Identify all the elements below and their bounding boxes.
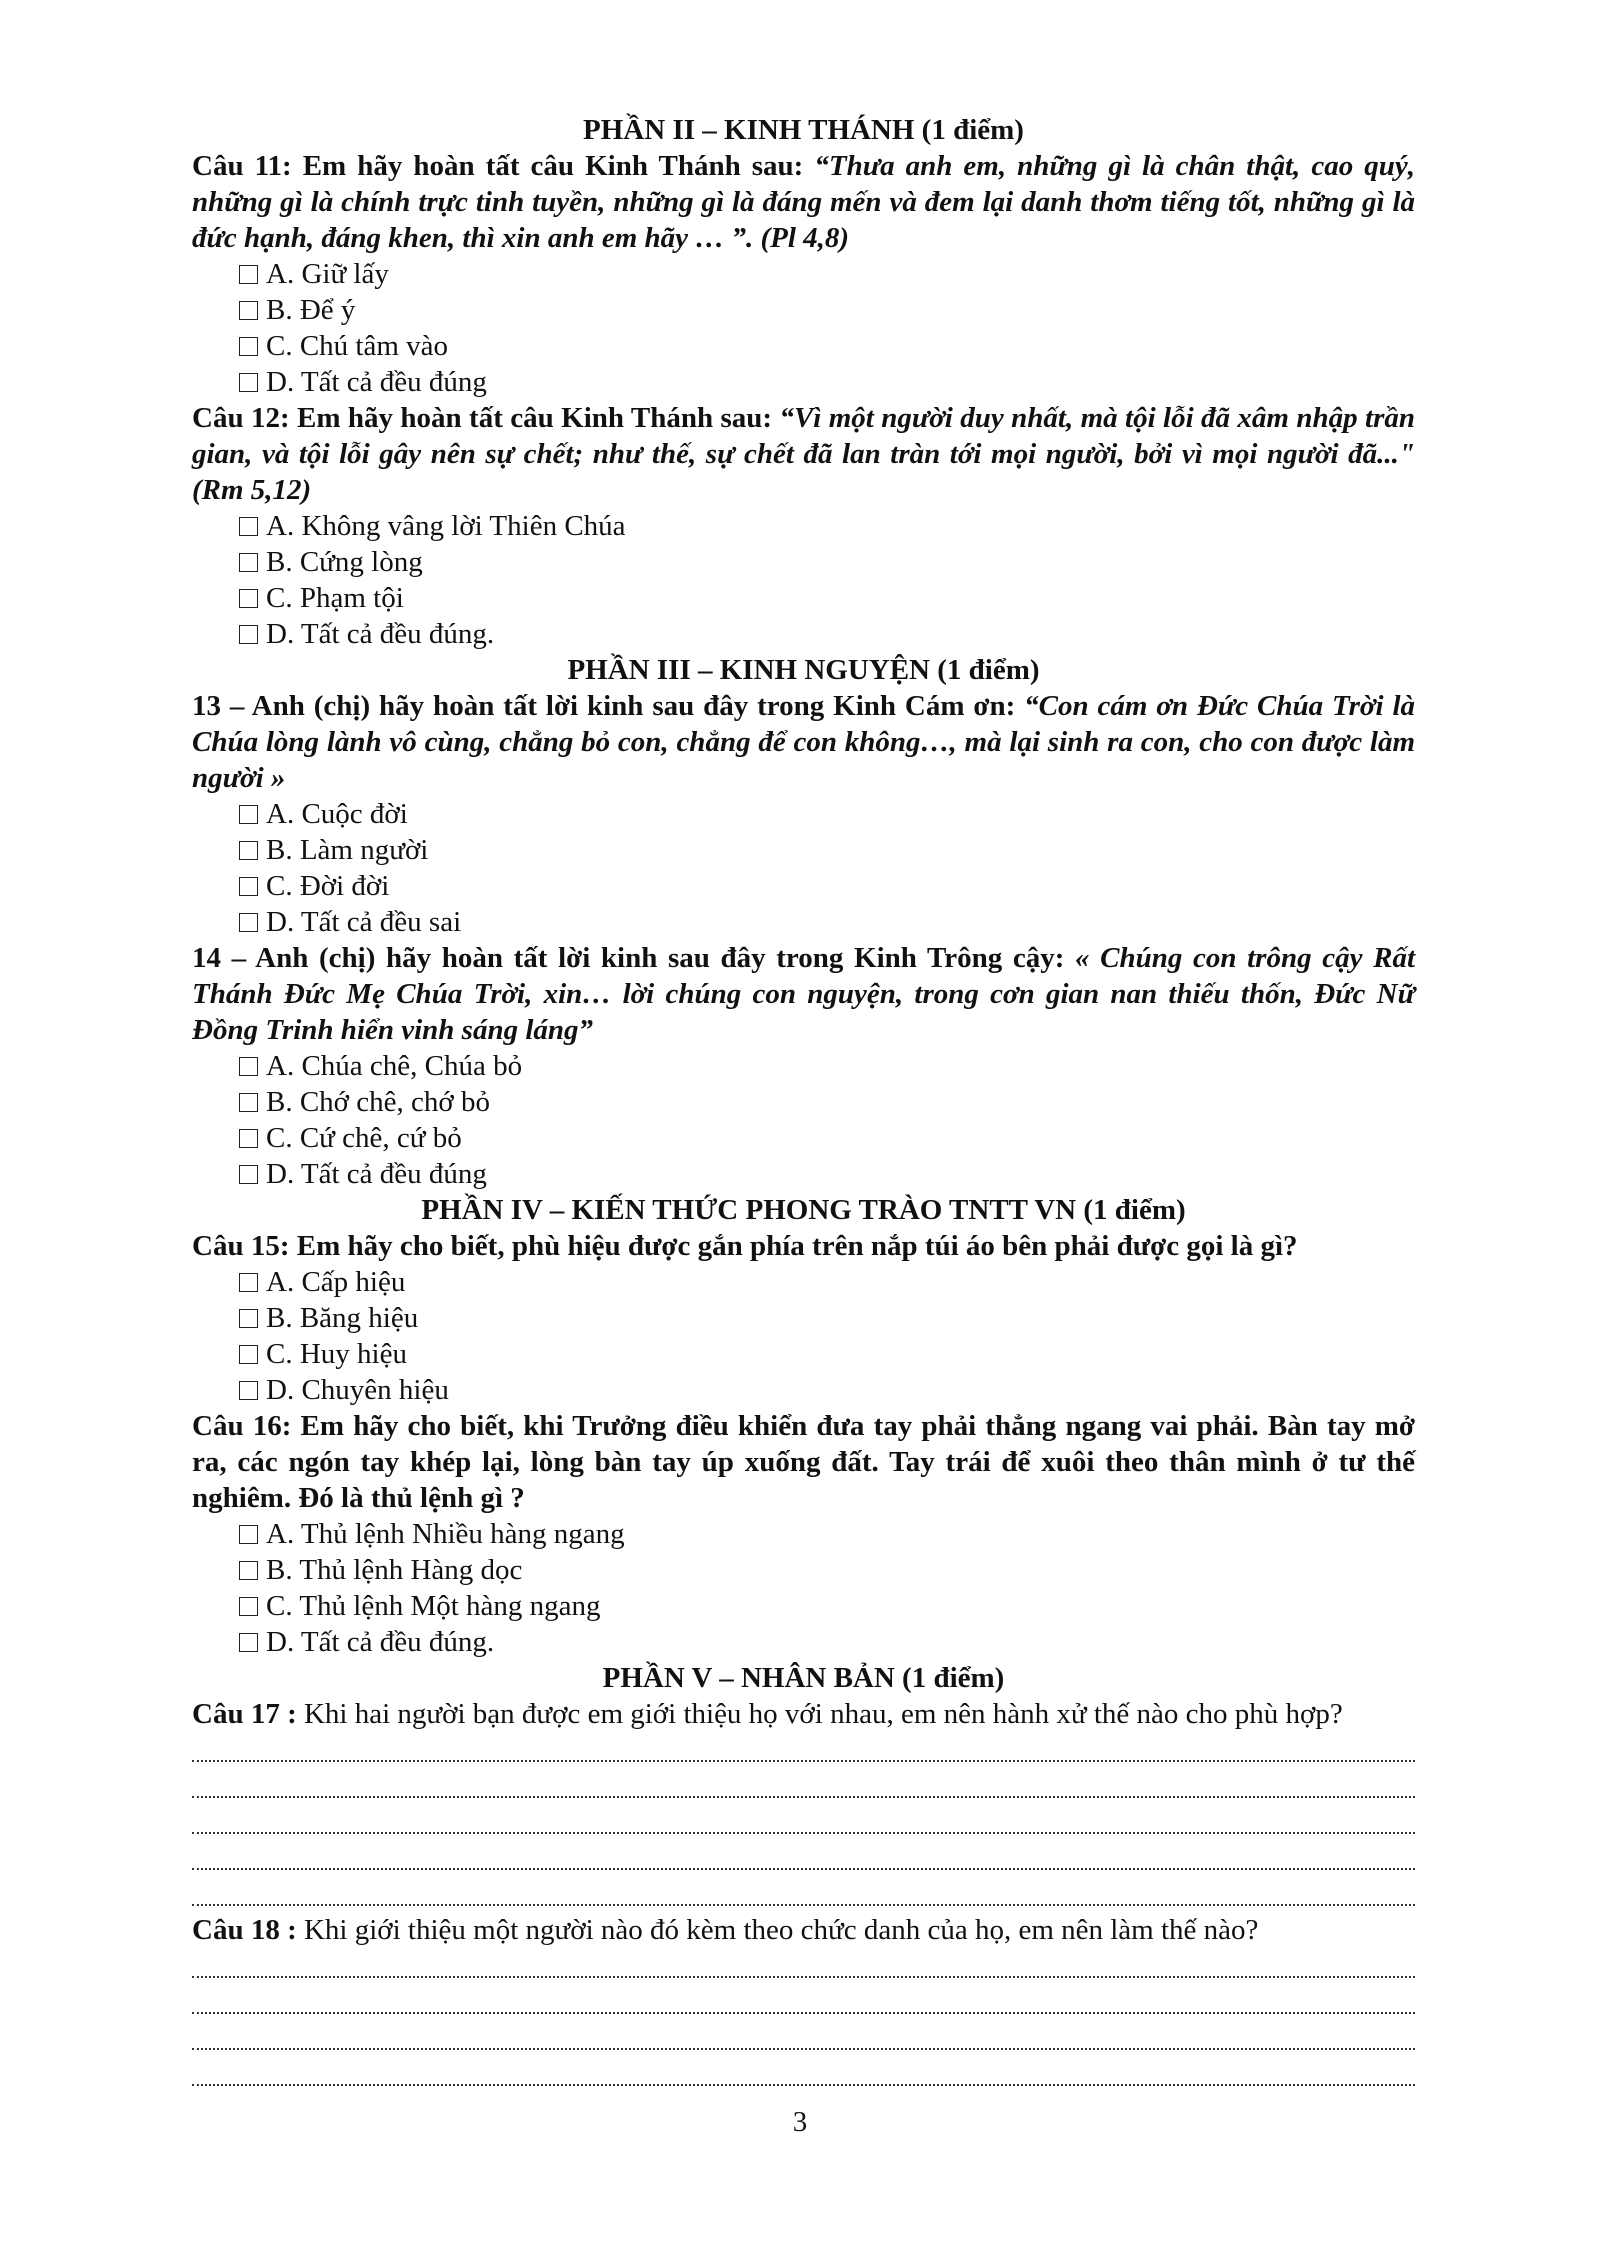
answer-line[interactable] [192, 1840, 1415, 1876]
question-17 [192, 1696, 1415, 1732]
section-title-kinh-thanh: PHẦN II – KINH THÁNH (1 điểm) [583, 114, 1024, 146]
option-14-d[interactable] [239, 1156, 1415, 1192]
option-label: D. Chuyên hiệu [266, 1374, 449, 1406]
checkbox-icon[interactable] [239, 1093, 258, 1112]
option-15-d[interactable] [239, 1372, 1415, 1408]
question-11 [192, 148, 1415, 256]
option-label: B. Băng hiệu [266, 1302, 419, 1334]
checkbox-icon[interactable] [239, 301, 258, 320]
checkbox-icon[interactable] [239, 877, 258, 896]
checkbox-icon[interactable] [239, 1345, 258, 1364]
question-13-lead: 13 – Anh (chị) hãy hoàn tất lời kinh sau đây trong Kinh Cám ơn: [192, 690, 1025, 722]
checkbox-icon[interactable] [239, 1561, 258, 1580]
option-13-b[interactable] [239, 832, 1415, 868]
option-label: A. Cấp hiệu [266, 1266, 406, 1298]
option-11-c[interactable] [239, 328, 1415, 364]
answer-line[interactable] [192, 1768, 1415, 1804]
answer-line[interactable] [192, 1984, 1415, 2020]
option-label: C. Thủ lệnh Một hàng ngang [266, 1590, 601, 1622]
option-label: B. Thủ lệnh Hàng dọc [266, 1554, 523, 1586]
option-label: C. Huy hiệu [266, 1338, 407, 1370]
question-13-options [192, 796, 1415, 940]
option-label: C. Đời đời [266, 870, 390, 902]
option-16-c[interactable] [239, 1588, 1415, 1624]
option-14-c[interactable] [239, 1120, 1415, 1156]
checkbox-icon[interactable] [239, 1165, 258, 1184]
answer-line[interactable] [192, 1876, 1415, 1912]
checkbox-icon[interactable] [239, 1309, 258, 1328]
question-14 [192, 940, 1415, 1048]
option-15-a[interactable] [239, 1264, 1415, 1300]
option-13-a[interactable] [239, 796, 1415, 832]
option-label: B. Làm người [266, 834, 429, 866]
option-label: B. Cứng lòng [266, 546, 423, 578]
answer-line[interactable] [192, 2056, 1415, 2092]
question-17-number: Câu 17 : [192, 1698, 297, 1730]
checkbox-icon[interactable] [239, 913, 258, 932]
question-11-lead: Câu 11: Em hãy hoàn tất câu Kinh Thánh sau: [192, 150, 815, 182]
option-label: B. Chớ chê, chớ bỏ [266, 1086, 490, 1118]
option-14-b[interactable] [239, 1084, 1415, 1120]
option-label: C. Phạm tội [266, 582, 404, 614]
question-14-lead: 14 – Anh (chị) hãy hoàn tất lời kinh sau đây trong Kinh Trông cậy: [192, 942, 1075, 974]
checkbox-icon[interactable] [239, 1057, 258, 1076]
option-16-d[interactable] [239, 1624, 1415, 1660]
section-title-phong-trao: PHẦN IV – KIẾN THỨC PHONG TRÀO TNTT VN (1 điểm) [421, 1194, 1186, 1226]
option-12-b[interactable] [239, 544, 1415, 580]
checkbox-icon[interactable] [239, 589, 258, 608]
option-label: D. Tất cả đều đúng. [266, 1626, 495, 1658]
option-12-c[interactable] [239, 580, 1415, 616]
question-18 [192, 1912, 1415, 1948]
checkbox-icon[interactable] [239, 625, 258, 644]
question-13-quote: “Con cám ơn Đức Chúa Trời là Chúa lòng lành vô cùng, chẳng bỏ con, chẳng để con không…, mà lại sinh ra con, cho con được làm người » [192, 690, 1416, 794]
option-label: D. Tất cả đều đúng [266, 366, 487, 398]
option-label: A. Không vâng lời Thiên Chúa [266, 510, 626, 542]
checkbox-icon[interactable] [239, 373, 258, 392]
checkbox-icon[interactable] [239, 337, 258, 356]
answer-line[interactable] [192, 1804, 1415, 1840]
question-12-lead: Câu 12: Em hãy hoàn tất câu Kinh Thánh sau: [192, 402, 780, 434]
checkbox-icon[interactable] [239, 1273, 258, 1292]
option-11-b[interactable] [239, 292, 1415, 328]
option-label: D. Tất cả đều đúng. [266, 618, 495, 650]
option-14-a[interactable] [239, 1048, 1415, 1084]
checkbox-icon[interactable] [239, 1633, 258, 1652]
checkbox-icon[interactable] [239, 841, 258, 860]
page-number: 3 [792, 2106, 808, 2138]
question-14-quote: « Chúng con trông cậy Rất Thánh Đức Mẹ Chúa Trời, xin… lời chúng con nguyện, trong cơn gian nan thiếu thốn, Đức Nữ Đồng Trinh hiển vinh sáng láng” [192, 942, 1415, 1046]
option-label: A. Cuộc đời [266, 798, 408, 830]
checkbox-icon[interactable] [239, 1129, 258, 1148]
checkbox-icon[interactable] [239, 805, 258, 824]
option-label: B. Để ý [266, 294, 356, 326]
option-15-c[interactable] [239, 1336, 1415, 1372]
question-12-options [192, 508, 1415, 652]
question-11-options [192, 256, 1415, 400]
option-12-d[interactable] [239, 616, 1415, 652]
question-15: Câu 15: Em hãy cho biết, phù hiệu được gắn phía trên nắp túi áo bên phải được gọi là gì? [192, 1230, 1298, 1262]
question-18-number: Câu 18 : [192, 1914, 297, 1946]
option-16-a[interactable] [239, 1516, 1415, 1552]
question-15-options [192, 1264, 1415, 1408]
option-13-d[interactable] [239, 904, 1415, 940]
answer-line[interactable] [192, 2020, 1415, 2056]
question-12 [192, 400, 1415, 508]
option-label: D. Tất cả đều sai [266, 906, 462, 938]
answer-line[interactable] [192, 1732, 1415, 1768]
option-12-a[interactable] [239, 508, 1415, 544]
option-11-d[interactable] [239, 364, 1415, 400]
option-16-b[interactable] [239, 1552, 1415, 1588]
question-16-options [192, 1516, 1415, 1660]
checkbox-icon[interactable] [239, 265, 258, 284]
option-13-c[interactable] [239, 868, 1415, 904]
question-13 [192, 688, 1415, 796]
answer-area-18[interactable] [192, 1948, 1415, 2092]
option-label: D. Tất cả đều đúng [266, 1158, 487, 1190]
question-11-quote: “Thưa anh em, những gì là chân thật, cao quý, những gì là chính trực tinh tuyền, những gì là đáng mến và đem lại danh thơm tiếng tốt, những gì là đức hạnh, đáng khen, thì xin anh em hãy … ”. (Pl 4,8) [192, 150, 1415, 254]
option-11-a[interactable] [239, 256, 1415, 292]
option-label: C. Chú tâm vào [266, 330, 449, 362]
option-label: A. Chúa chê, Chúa bỏ [266, 1050, 523, 1082]
option-15-b[interactable] [239, 1300, 1415, 1336]
checkbox-icon[interactable] [239, 1597, 258, 1616]
section-title-kinh-nguyen: PHẦN III – KINH NGUYỆN (1 điểm) [567, 654, 1040, 686]
answer-area-17[interactable] [192, 1732, 1415, 1912]
section-title-nhan-ban: PHẦN V – NHÂN BẢN (1 điểm) [602, 1662, 1005, 1694]
option-label: A. Thủ lệnh Nhiều hàng ngang [266, 1518, 625, 1550]
question-16: Câu 16: Em hãy cho biết, khi Trưởng điều khiển đưa tay phải thẳng ngang vai phải. Bàn tay mở ra, các ngón tay khép lại, lòng bàn tay úp xuống đất. Tay trái để xuôi theo thân mình ở tư thế nghiêm. Đó là thủ lệnh gì ? [192, 1410, 1415, 1514]
checkbox-icon[interactable] [239, 1381, 258, 1400]
question-18-text: Khi giới thiệu một người nào đó kèm theo chức danh của họ, em nên làm thế nào? [296, 1914, 1259, 1946]
checkbox-icon[interactable] [239, 1525, 258, 1544]
question-14-options [192, 1048, 1415, 1192]
question-17-text: Khi hai người bạn được em giới thiệu họ với nhau, em nên hành xử thế nào cho phù hợp? [296, 1698, 1343, 1730]
option-label: C. Cứ chê, cứ bỏ [266, 1122, 462, 1154]
checkbox-icon[interactable] [239, 553, 258, 572]
option-label: A. Giữ lấy [266, 258, 389, 290]
checkbox-icon[interactable] [239, 517, 258, 536]
question-12-quote: “Vì một người duy nhất, mà tội lỗi đã xâm nhập trần gian, và tội lỗi gây nên sự chết; như thế, sự chết đã lan tràn tới mọi người, bởi vì mọi người đã..." (Rm 5,12) [192, 402, 1415, 506]
answer-line[interactable] [192, 1948, 1415, 1984]
